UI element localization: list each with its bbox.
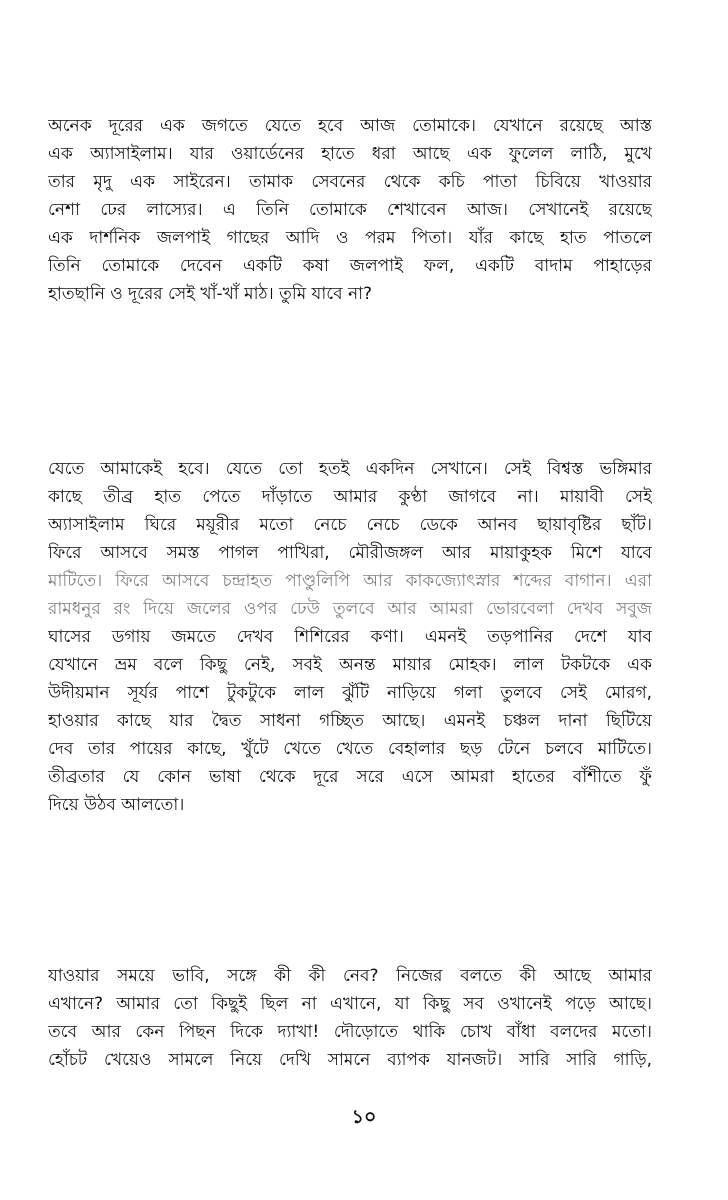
text-line: নেশা ঢের লাস্যের। এ তিনি তোমাকে শেখাবেন আজ। সেখানেই রয়েছে	[48, 200, 652, 220]
text-line: তবে আর কেন পিছন দিকে দ্যাখা! দৌড়োতে থাকি চোখ বাঁধা বলদের মতো।	[48, 1022, 652, 1042]
text-line: ফিরে আসবে সমস্ত পাগল পাখিরা, মৌরীজঙ্গল আর মায়াকুহক মিশে যাবে	[48, 543, 652, 563]
text-line: যেখানে ভ্রম বলে কিছু নেই, সবই অনন্ত মায়ার মোহক। লাল টকটকে এক	[48, 655, 652, 675]
text-line: এক দার্শনিক জলপাই গাছের আদি ও পরম পিতা। যাঁর কাছে হাত পাতলে	[48, 228, 652, 248]
text-line: উদীয়মান সূর্যর পাশে টুকটুকে লাল ঝুঁটি নাড়িয়ে গলা তুলবে সেই মোরগ,	[48, 683, 652, 703]
paragraph-3	[48, 962, 652, 1074]
paragraph-1	[48, 112, 652, 308]
text-line-smudged: রামধনুর রং দিয়ে জলের ওপর ঢেউ তুলবে আর আমরা ভোরবেলা দেখব সবুজ	[48, 595, 652, 623]
paragraph-2	[48, 455, 652, 819]
text-line: দিয়ে উঠব আলতো।	[48, 795, 185, 815]
text-line: হোঁচট খেয়েও সামলে নিয়ে দেখি সামনে ব্যাপক যানজট। সারি সারি গাড়ি,	[48, 1050, 652, 1070]
text-line-smudged: মাটিতে। ফিরে আসবে চন্দ্রাহত পাণ্ডুলিপি আর কাকজ্যোৎস্নার শব্দের বাগান। এরা	[48, 567, 652, 595]
page-number: ১০	[351, 1106, 377, 1128]
text-line: যেতে আমাকেই হবে। যেতে তো হতই একদিন সেখানে। সেই বিশ্বস্ত ভঙ্গিমার	[48, 459, 652, 479]
text-line: অ্যাসাইলাম ঘিরে ময়ূরীর মতো নেচে নেচে ডেকে আনব ছায়াবৃষ্টির ছাঁট।	[48, 515, 652, 535]
text-line: কাছে তীব্র হাত পেতে দাঁড়াতে আমার কুণ্ঠা জাগবে না। মায়াবী সেই	[48, 487, 652, 507]
text-line: এক অ্যাসাইলাম। যার ওয়ার্ডেনের হাতে ধরা আছে এক ফুলেল লাঠি, মুখে	[48, 144, 652, 164]
text-line: অনেক দূরের এক জগতে যেতে হবে আজ তোমাকে। যেখানে রয়েছে আস্ত	[48, 116, 652, 136]
text-line: তীব্রতার যে কোন ভাষা থেকে দূরে সরে এসে আমরা হাতের বাঁশীতে ফুঁ	[48, 767, 652, 787]
text-line: ঘাসের ডগায় জমতে দেখব শিশিরের কণা। এমনই তড়পানির দেশে যাব	[48, 627, 652, 647]
text-line: দেব তার পায়ের কাছে, খুঁটে খেতে খেতে বেহালার ছড় টেনে চলবে মাটিতে।	[48, 739, 652, 759]
text-line: যাওয়ার সময়ে ভাবি, সঙ্গে কী কী নেব? নিজের বলতে কী আছে আমার	[48, 966, 652, 986]
text-line: তিনি তোমাকে দেবেন একটি কষা জলপাই ফল, একটি বাদাম পাহাড়ের	[48, 256, 652, 276]
text-line: হাওয়ার কাছে যার দ্বৈত সাধনা গচ্ছিত আছে। এমনই চঞ্চল দানা ছিটিয়ে	[48, 711, 652, 731]
text-line: হাতছানি ও দূরের সেই খাঁ-খাঁ মাঠ। তুমি যাবে না?	[48, 284, 373, 304]
text-line: তার মৃদু এক সাইরেন। তামাক সেবনের থেকে কচি পাতা চিবিয়ে খাওয়ার	[48, 172, 652, 192]
text-line: এখানে? আমার তো কিছুই ছিল না এখানে, যা কিছু সব ওখানেই পড়ে আছে।	[48, 994, 652, 1014]
